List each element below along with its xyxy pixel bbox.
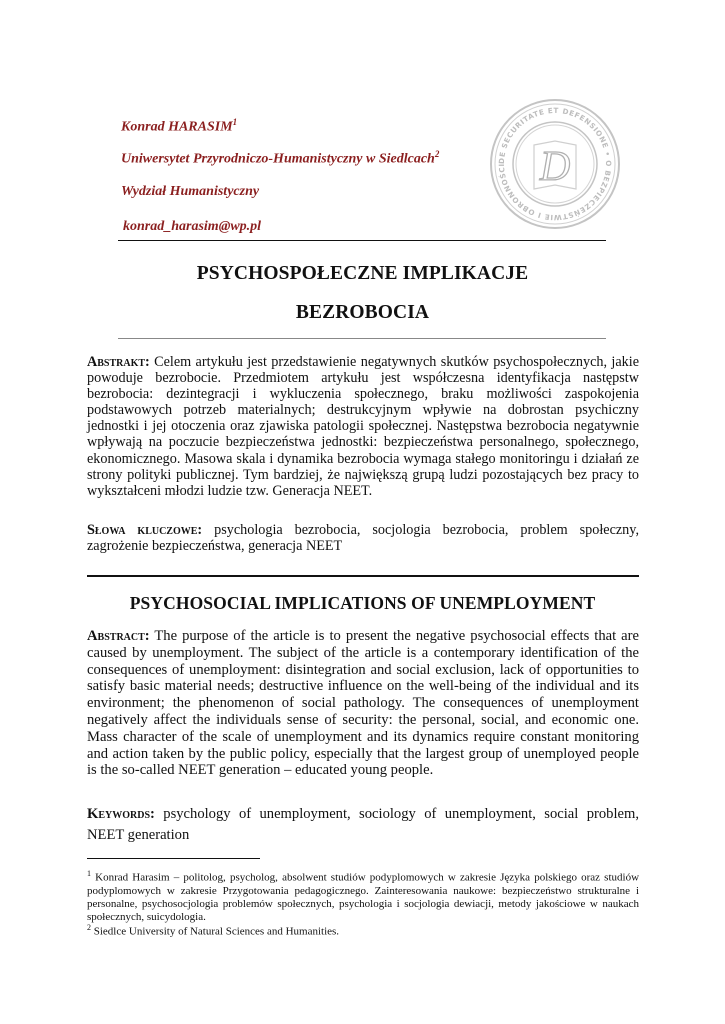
affiliation-footnote-mark: 2 (434, 149, 440, 159)
author-footnote-mark: 1 (232, 117, 238, 127)
footnote-2 (87, 921, 639, 939)
english-keywords-text: psychology of unemployment, sociology of unemployment, social problem, NEET generation (87, 806, 640, 843)
english-keywords (87, 804, 639, 846)
polish-title-line-1: PSYCHOSPOŁECZNE IMPLIKACJE (196, 263, 529, 284)
polish-title-line-2: BEZROBOCIA (295, 302, 430, 323)
english-abstract (87, 628, 639, 779)
footnote-1-text: Konrad Harasim – politolog, psycholog, absolwent studiów podyplomowych w zakresie Języka polskiego oraz studiów podyplomowych w zakresie Przygotowania pedagogicznego. Zainteresowania naukowe: bezpieczeństwo strukturalne i personalne, psychosocjologia problemów społecznych, psychologia i socjologia dewiacji, metody jakościowe w naukach społecznych, suicydologia. (87, 871, 640, 923)
seal-letter: D (539, 144, 571, 190)
english-keywords-label: Keywords: (87, 806, 155, 822)
author-email[interactable]: konrad_harasim@wp.pl (123, 219, 262, 234)
polish-abstract-text: Celem artykułu jest przedstawienie negatywnych skutków psychospołecznych, jakie powoduje bezrobocie. Przedmiotem artykułu jest współczesna identyfikacja następstw bezrobocia: dezintegracji i wykluczenia społecznego, braku możliwości zaspokojenia podstawowych potrzeb materialnych; destrukcyjnym wpływie na dobrostan psychiczny jednostki i jej otoczenia oraz zjawiska patologii społecznej. Następstwa bezrobocia negatywnie wpływają na poczucie bezpieczeństwa jednostki: bezpieczeństwa personalnego, społecznego, ekonomicznego. Masowa skala i dynamika bezrobocia wymaga stałego monitoringu i działań ze strony polityki publicznej. Tym bardziej, że największą grupą ludzi pozostających bez pracy to wykształceni młodzi ludzie tzw. Generacja NEET. (87, 354, 639, 499)
polish-keywords-label: Słowa kluczowe: (87, 522, 203, 538)
department: Wydział Humanistyczny (121, 184, 260, 199)
section-divider (87, 575, 639, 577)
polish-abstract (87, 354, 639, 499)
footnote-2-text: Siedlce University of Natural Sciences and Humanities. (93, 925, 340, 938)
affiliation (121, 149, 439, 168)
affiliation-text: Uniwersytet Przyrodniczo-Humanistyczny w Siedlcach (121, 151, 435, 167)
polish-abstract-label: Abstrakt: (87, 354, 150, 370)
author-name (121, 117, 237, 136)
title-divider (118, 338, 606, 339)
english-title: PSYCHOSOCIAL IMPLICATIONS OF UNEMPLOYMENT (129, 593, 596, 613)
footnote-2-mark: 2 (87, 923, 91, 932)
seal-ring-text: DE SECURITATE ET DEFENSIONE • O BEZPIECZEŃSTWIE I OBRONNOŚCI (496, 105, 614, 223)
header-divider (118, 240, 606, 241)
polish-keywords-text: psychologia bezrobocia, socjologia bezrobocia, problem społeczny, zagrożenie bezpieczeństwa, generacja NEET (87, 522, 639, 555)
footnote-separator (87, 858, 260, 859)
author-name-text: Konrad HARASIM (121, 119, 233, 135)
english-abstract-text: The purpose of the article is to present the negative psychosocial effects that are caused by unemployment. The subject of the article is a contemporary identification of the consequences of unemployment: disintegration and social exclusion, lack of opportunities to satisfy basic material needs; destructive influence on the well-being of the individual and its environment; the phenomenon of social pathology. The consequences of unemployment negatively affect the individuals sense of security: the personal, social, and economic one. Mass character of the scale of unemployment and its dynamics require constant monitoring and action taken by the public policy, especially that the largest group of unemployed people is the so-called NEET generation – educated young people. (87, 628, 639, 779)
footnote-1-mark: 1 (87, 869, 91, 878)
journal-seal-logo (488, 97, 622, 231)
footnote-1 (87, 867, 639, 924)
english-abstract-label: Abstract: (87, 628, 150, 644)
polish-keywords (87, 522, 639, 554)
